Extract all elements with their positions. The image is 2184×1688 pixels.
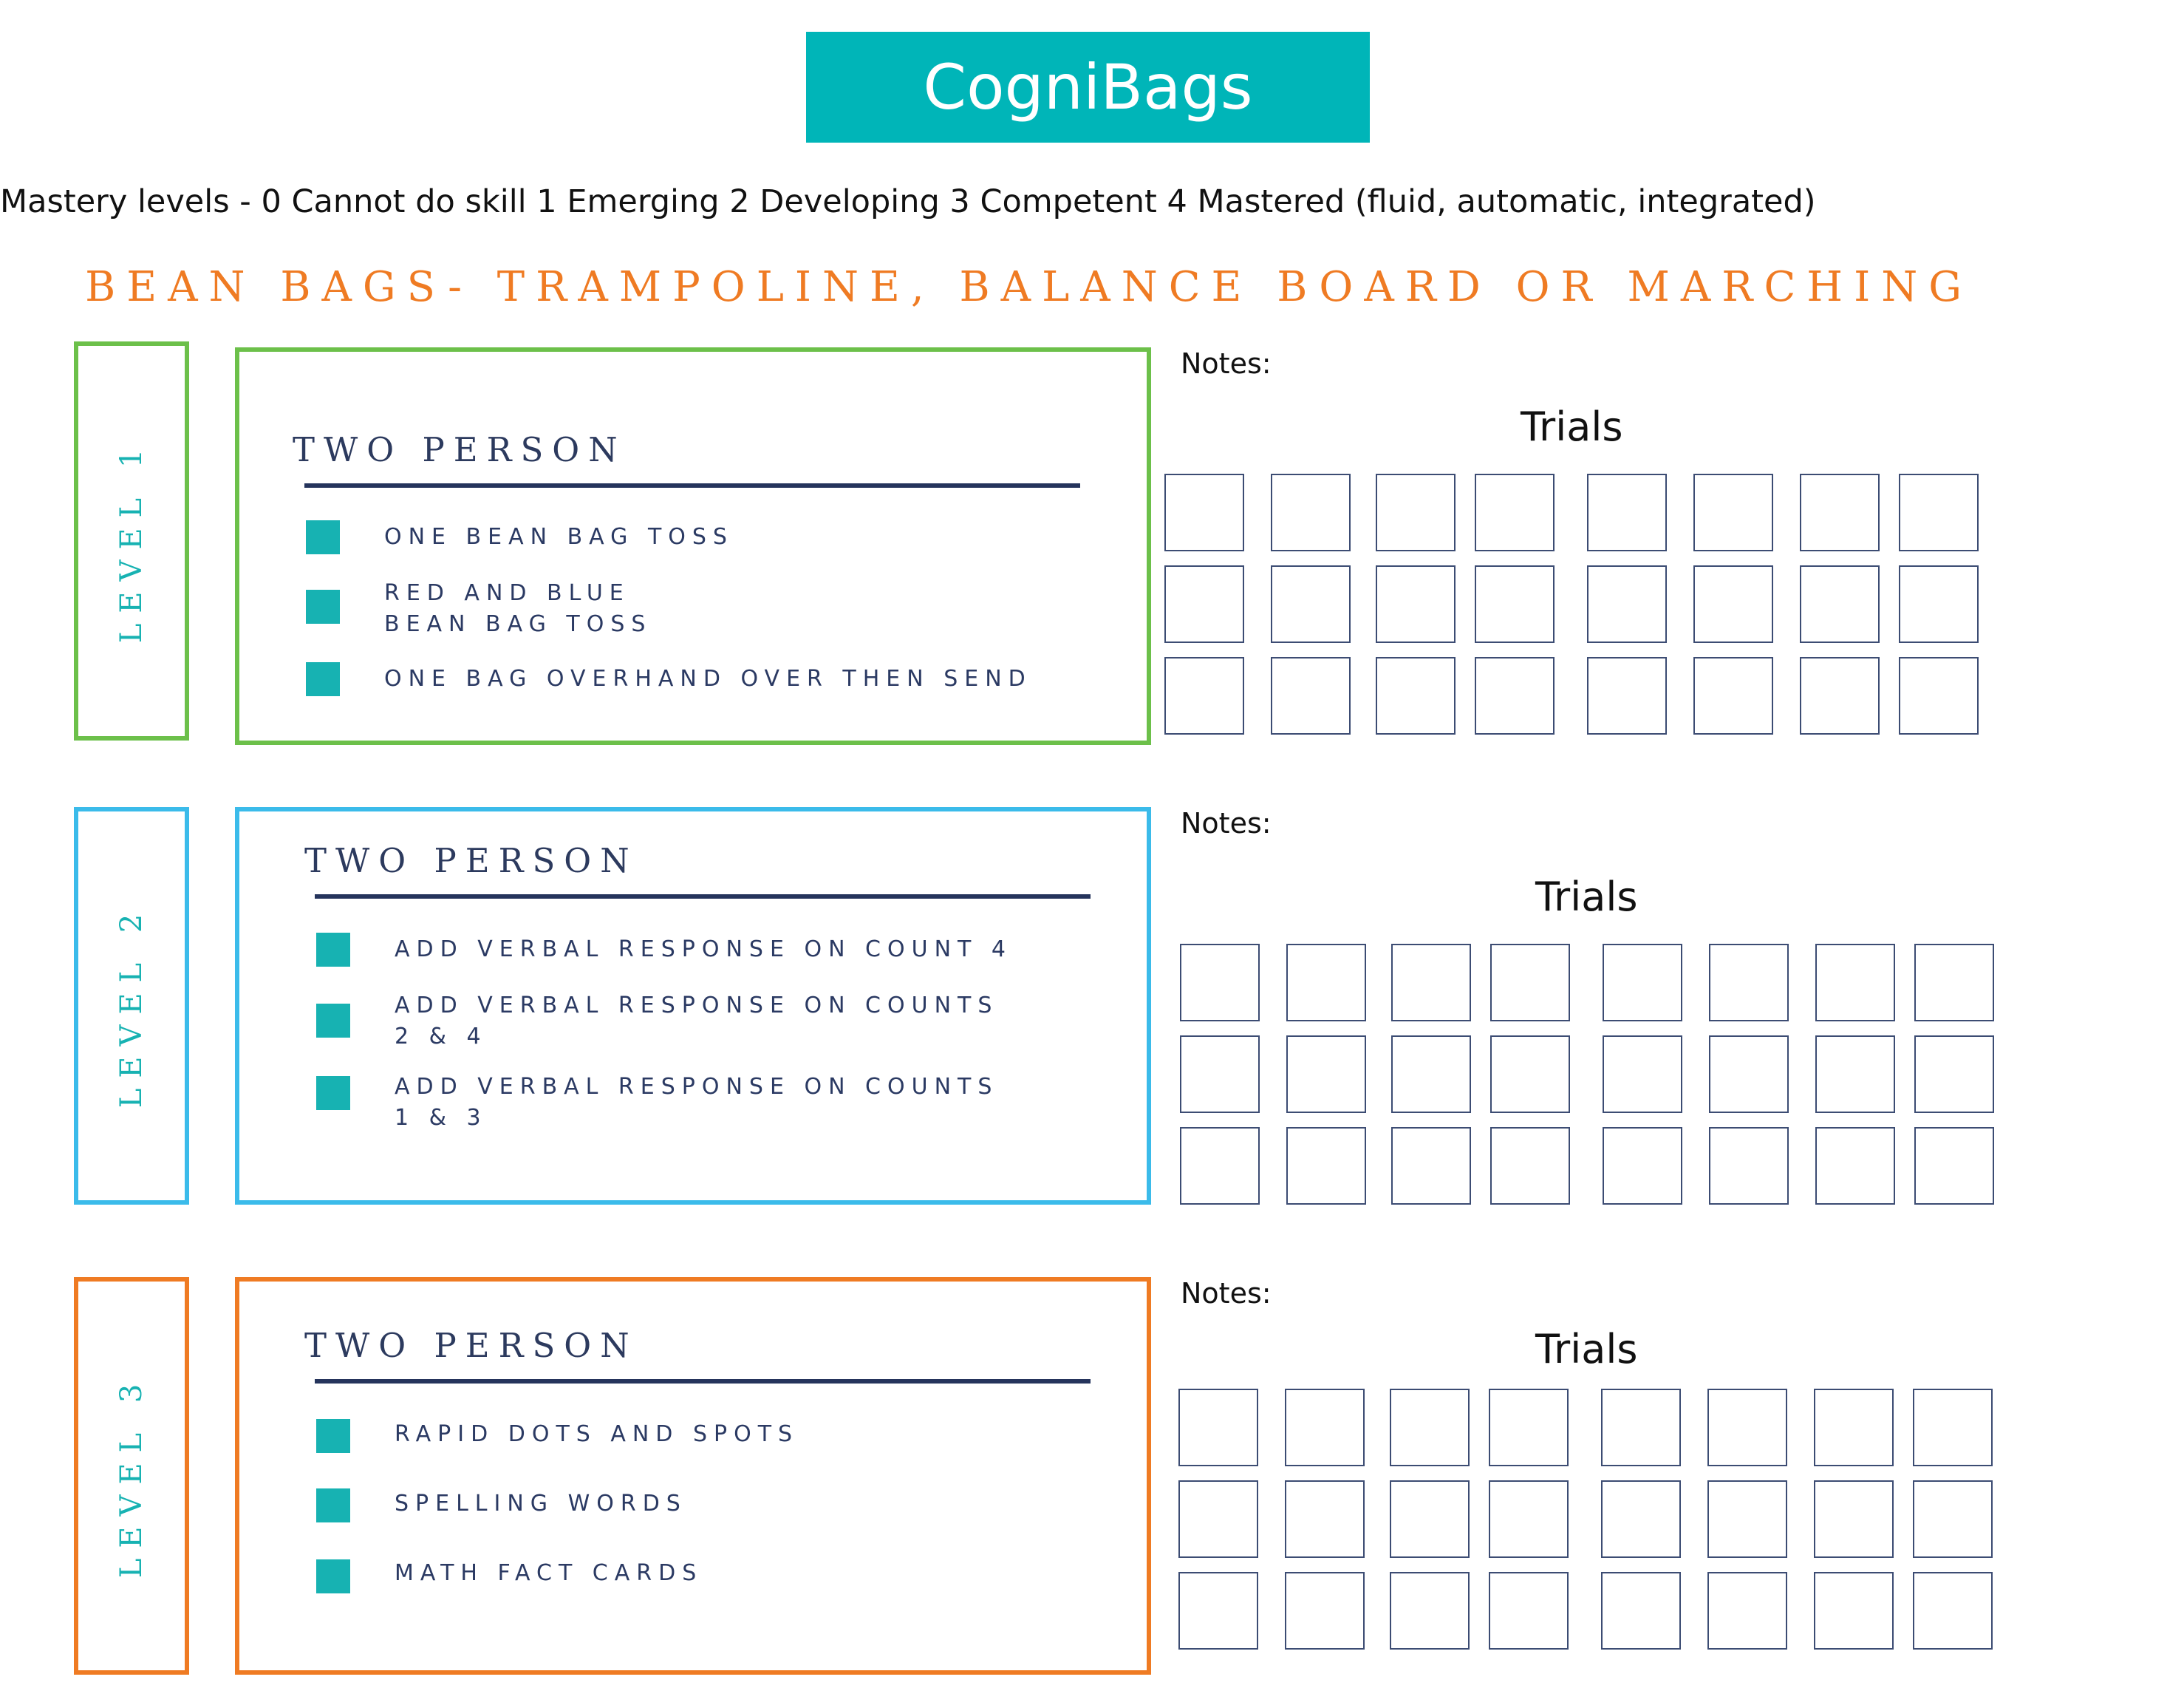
trial-box[interactable]	[1815, 1035, 1895, 1113]
checkbox[interactable]	[316, 1004, 350, 1038]
trial-box[interactable]	[1490, 1127, 1570, 1205]
mastery-levels-text: Mastery levels - 0 Cannot do skill 1 Emerging 2 Developing 3 Competent 4 Mastered (fluid, automatic, integrated)	[0, 183, 1816, 220]
checkbox[interactable]	[306, 520, 340, 554]
trial-box[interactable]	[1180, 1035, 1260, 1113]
trial-box[interactable]	[1693, 474, 1773, 551]
trial-box[interactable]	[1707, 1480, 1787, 1558]
skill-item: RED AND BLUE BEAN BAG TOSS	[384, 580, 652, 637]
trial-box[interactable]	[1475, 657, 1555, 735]
level-3-label: LEVEL 3	[115, 1373, 149, 1579]
skill-item: ADD VERBAL RESPONSE ON COUNT 4	[395, 936, 1012, 962]
trial-box[interactable]	[1693, 657, 1773, 735]
trial-box[interactable]	[1489, 1389, 1569, 1466]
checkbox[interactable]	[316, 1559, 350, 1593]
checkbox[interactable]	[316, 933, 350, 967]
level-1-card	[235, 347, 1151, 745]
trial-box[interactable]	[1587, 657, 1667, 735]
checkbox[interactable]	[316, 1419, 350, 1453]
trial-box[interactable]	[1814, 1572, 1894, 1650]
trial-box[interactable]	[1271, 474, 1351, 551]
skill-item: ONE BEAN BAG TOSS	[384, 524, 734, 550]
trial-box[interactable]	[1709, 1127, 1789, 1205]
skill-item: ADD VERBAL RESPONSE ON COUNTS 1 & 3	[395, 1074, 999, 1131]
card-divider	[315, 1379, 1091, 1384]
trial-box[interactable]	[1587, 565, 1667, 643]
trial-box[interactable]	[1913, 1480, 1993, 1558]
notes-label: Notes:	[1181, 347, 1272, 380]
trial-box[interactable]	[1285, 1480, 1365, 1558]
checkbox[interactable]	[316, 1076, 350, 1110]
checkbox[interactable]	[306, 662, 340, 696]
trial-box[interactable]	[1601, 1572, 1681, 1650]
trial-box[interactable]	[1707, 1572, 1787, 1650]
trial-box[interactable]	[1913, 1572, 1993, 1650]
trial-box[interactable]	[1707, 1389, 1787, 1466]
trial-box[interactable]	[1814, 1480, 1894, 1558]
trial-box[interactable]	[1587, 474, 1667, 551]
trial-box[interactable]	[1603, 1127, 1682, 1205]
skill-item: ONE BAG OVERHAND OVER THEN SEND	[384, 666, 1032, 692]
trials-label: Trials	[1535, 874, 1638, 920]
title-banner	[806, 32, 1370, 143]
section-subtitle: BEAN BAGS- TRAMPOLINE, BALANCE BOARD OR MARCHING	[85, 263, 1973, 311]
level-3-tag	[74, 1277, 189, 1675]
trial-box[interactable]	[1814, 1389, 1894, 1466]
checkbox[interactable]	[306, 590, 340, 624]
trial-box[interactable]	[1601, 1480, 1681, 1558]
trial-box[interactable]	[1800, 474, 1880, 551]
trials-label: Trials	[1535, 1326, 1638, 1372]
trial-box[interactable]	[1285, 1572, 1365, 1650]
trial-box[interactable]	[1286, 944, 1366, 1021]
notes-label: Notes:	[1181, 1277, 1272, 1310]
trial-box[interactable]	[1815, 1127, 1895, 1205]
trial-box[interactable]	[1286, 1035, 1366, 1113]
card-title: TWO PERSON	[304, 1326, 638, 1365]
level-1-tag	[74, 341, 189, 741]
card-title: TWO PERSON	[304, 841, 638, 880]
trial-box[interactable]	[1178, 1480, 1258, 1558]
trial-box[interactable]	[1286, 1127, 1366, 1205]
checkbox[interactable]	[316, 1488, 350, 1522]
trial-box[interactable]	[1391, 1127, 1471, 1205]
trial-box[interactable]	[1271, 565, 1351, 643]
trial-box[interactable]	[1271, 657, 1351, 735]
trial-box[interactable]	[1390, 1389, 1470, 1466]
trial-box[interactable]	[1800, 657, 1880, 735]
trial-box[interactable]	[1285, 1389, 1365, 1466]
trial-box[interactable]	[1164, 565, 1244, 643]
level-3-card	[235, 1277, 1151, 1675]
trial-box[interactable]	[1899, 657, 1979, 735]
trial-box[interactable]	[1180, 1127, 1260, 1205]
trial-box[interactable]	[1376, 657, 1456, 735]
trial-box[interactable]	[1390, 1480, 1470, 1558]
trial-box[interactable]	[1164, 474, 1244, 551]
trial-box[interactable]	[1475, 565, 1555, 643]
skill-item: MATH FACT CARDS	[395, 1560, 703, 1586]
trial-box[interactable]	[1490, 1035, 1570, 1113]
trial-box[interactable]	[1475, 474, 1555, 551]
trial-box[interactable]	[1913, 1389, 1993, 1466]
trial-box[interactable]	[1815, 944, 1895, 1021]
card-divider	[315, 894, 1091, 899]
trial-box[interactable]	[1603, 944, 1682, 1021]
trial-box[interactable]	[1914, 1127, 1994, 1205]
trial-box[interactable]	[1390, 1572, 1470, 1650]
trial-box[interactable]	[1490, 944, 1570, 1021]
trial-box[interactable]	[1489, 1572, 1569, 1650]
trial-box[interactable]	[1391, 944, 1471, 1021]
trial-box[interactable]	[1376, 474, 1456, 551]
trial-box[interactable]	[1709, 1035, 1789, 1113]
trial-box[interactable]	[1709, 944, 1789, 1021]
trial-box[interactable]	[1914, 1035, 1994, 1113]
trial-box[interactable]	[1489, 1480, 1569, 1558]
level-1-label: LEVEL 1	[115, 438, 149, 644]
trial-box[interactable]	[1800, 565, 1880, 643]
trial-box[interactable]	[1693, 565, 1773, 643]
level-2-label: LEVEL 2	[115, 903, 149, 1109]
level-2-tag	[74, 807, 189, 1205]
trial-box[interactable]	[1899, 474, 1979, 551]
trial-box[interactable]	[1603, 1035, 1682, 1113]
skill-item: RAPID DOTS AND SPOTS	[395, 1421, 799, 1447]
trial-box[interactable]	[1164, 657, 1244, 735]
skill-item: ADD VERBAL RESPONSE ON COUNTS 2 & 4	[395, 993, 999, 1049]
trial-box[interactable]	[1391, 1035, 1471, 1113]
level-2-card	[235, 807, 1151, 1205]
trial-box[interactable]	[1178, 1572, 1258, 1650]
trial-box[interactable]	[1376, 565, 1456, 643]
card-title: TWO PERSON	[293, 430, 627, 469]
skill-item: SPELLING WORDS	[395, 1491, 687, 1517]
trial-box[interactable]	[1178, 1389, 1258, 1466]
trial-box[interactable]	[1180, 944, 1260, 1021]
trial-box[interactable]	[1601, 1389, 1681, 1466]
trials-label: Trials	[1521, 404, 1623, 450]
notes-label: Notes:	[1181, 807, 1272, 840]
page-title: CogniBags	[923, 51, 1253, 123]
card-divider	[304, 483, 1080, 488]
trial-box[interactable]	[1899, 565, 1979, 643]
trial-box[interactable]	[1914, 944, 1994, 1021]
